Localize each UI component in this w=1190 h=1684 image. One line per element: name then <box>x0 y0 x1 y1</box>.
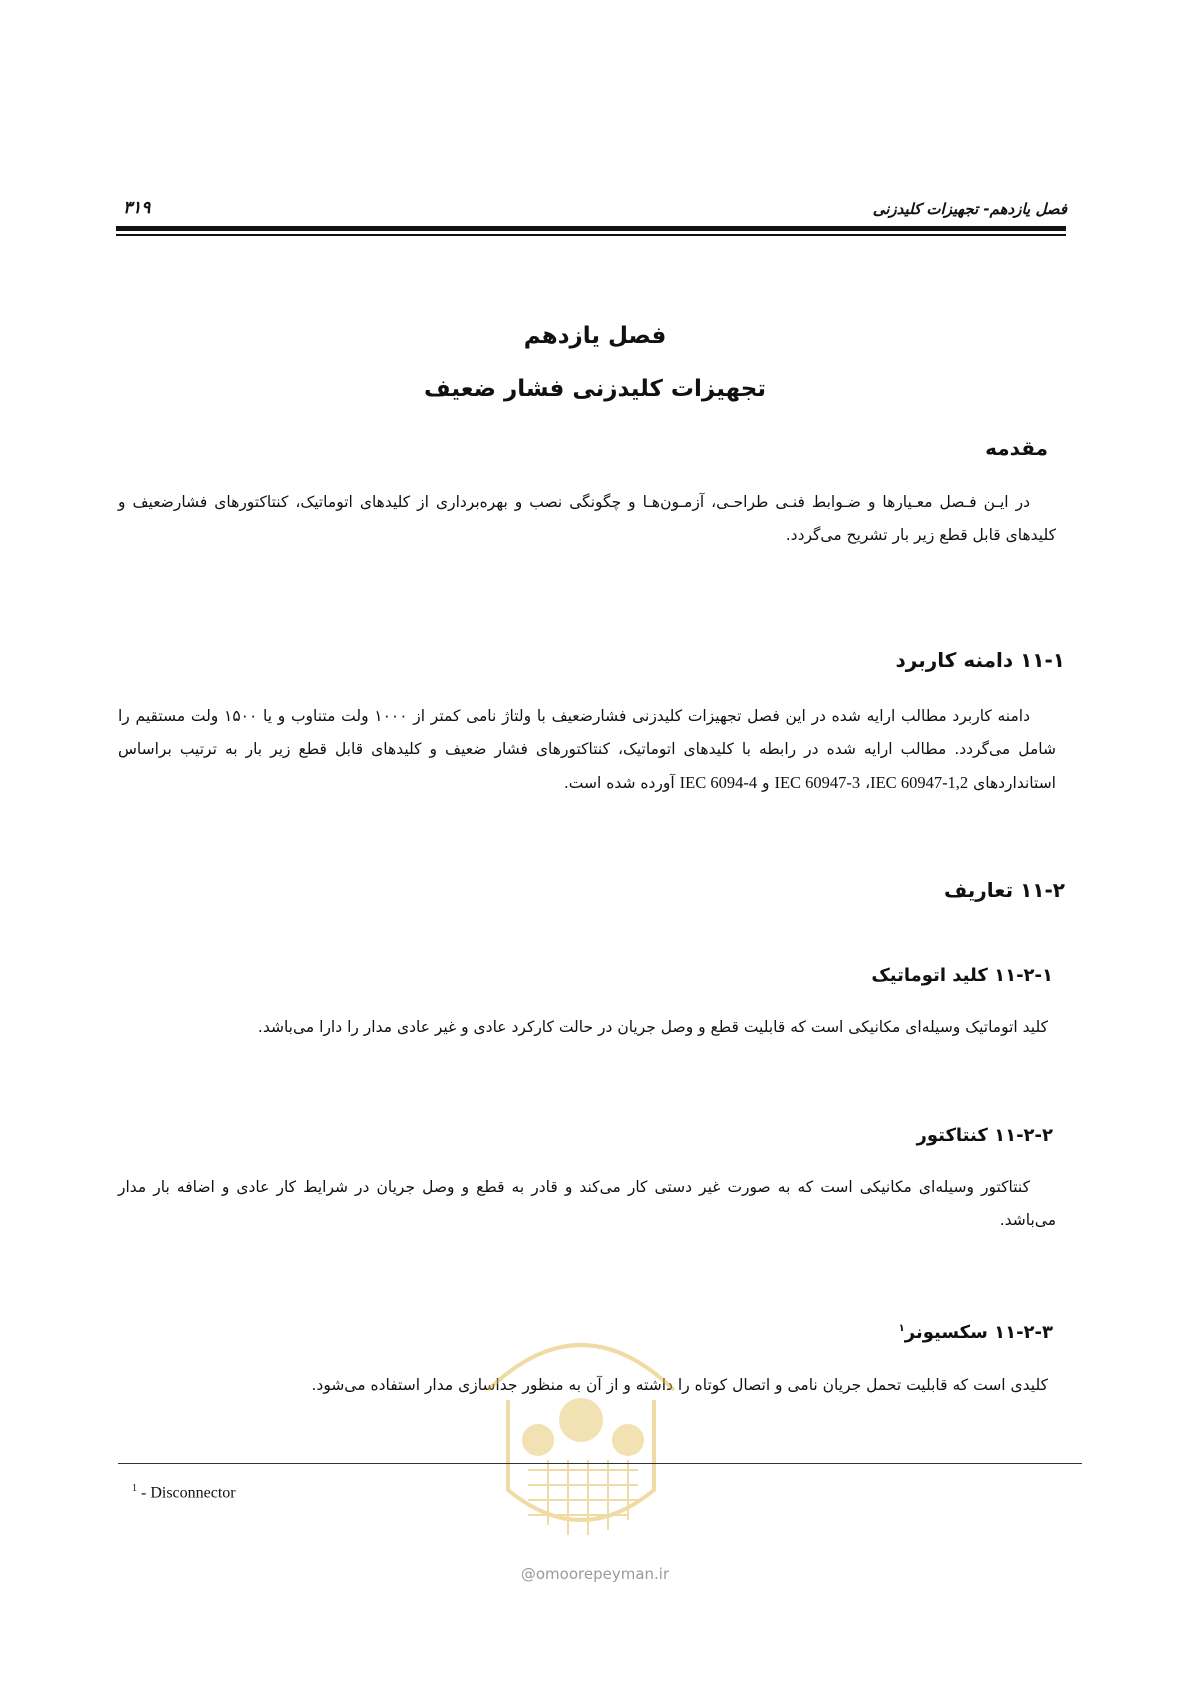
definition-3-heading <box>899 1322 1053 1343</box>
footnote-separator <box>118 1463 1082 1464</box>
separator-comma: ، <box>865 774 871 792</box>
header-rule-thick <box>116 226 1066 231</box>
running-header-chapter: فصل یازدهم- تجهیزات کلیدزنی <box>872 200 1067 218</box>
standard-iec-60947-1-2: IEC 60947-1,2 <box>870 773 969 792</box>
header-rule-thin <box>116 234 1066 236</box>
intro-paragraph <box>118 486 1056 552</box>
watermark-logo <box>478 1320 684 1560</box>
section-1-paragraph <box>118 700 1056 800</box>
section-2-heading: ۱۱-۲ تعاریف <box>943 878 1065 902</box>
standard-iec-60947-3: IEC 60947-3 <box>774 773 861 792</box>
definition-1-text: کلید اتوماتیک وسیله‌ای مکانیکی است که قابلیت قطع و وصل جریان در حالت کارکرد عادی و غیر عادی مدار را دارا می‌باشد. <box>257 1018 1048 1036</box>
section-1-text: دامنه کاربرد مطالب ارایه شده در این فصل تجهیزات کلیدزنی فشارضعیف با ولتاژ نامی کمتر از ۱۰۰۰ ولت متناوب و یا ۱۵۰۰ ولت مستقیم را شامل می‌گردد. مطالب ارایه شده در رابطه با کلیدهای اتوماتیک، کنتاکتورهای فشار ضعیف و کلیدهای قابل قطع زیر بار به ترتیب براساس استانداردهای <box>118 707 1056 792</box>
definition-2-text: کنتاکتور وسیله‌ای مکانیکی است که به صورت غیر دستی کار می‌کند و قادر به قطع و وصل جریان در شرایط کار عادی و اضافه بار مدار می‌باشد. <box>118 1178 1056 1229</box>
definition-1-paragraph <box>148 1011 1048 1044</box>
definition-2-paragraph <box>118 1171 1056 1237</box>
definition-3-heading-text: ۱۱-۲-۳ سکسیونر <box>904 1322 1053 1343</box>
definition-1-heading: ۱۱-۲-۱ کلید اتوماتیک <box>871 965 1053 986</box>
page-number: ۳۱۹ <box>123 198 151 218</box>
separator-and: و <box>762 774 770 792</box>
definition-3-text: کلیدی است که قابلیت تحمل جریان نامی و اتصال کوتاه را داشته و از آن به منظور جداسازی مدار استفاده می‌شود. <box>311 1376 1048 1394</box>
section-1-heading: ۱۱-۱ دامنه کاربرد <box>895 648 1065 672</box>
chapter-subject: تجهیزات کلیدزنی فشار ضعیف <box>423 376 767 402</box>
section-1-text-end: آورده شده است. <box>563 774 675 792</box>
standard-iec-6094-4: IEC 6094-4 <box>679 773 758 792</box>
watermark-site: @omoorepeyman.ir <box>520 1565 670 1583</box>
intro-text: در ایـن فـصل معـیارها و ضـوابط فنـی طراحـی، آزمـون‌هـا و چگونگی نصب و بهره‌برداری از کلیدهای اتوماتیک، کنتاکتورهای فشارضعیف و کلیدهای قابل قطع زیر بار تشریح می‌گردد. <box>118 493 1056 544</box>
footnote <box>132 1483 236 1502</box>
intro-heading: مقدمه <box>985 436 1048 460</box>
footnote-text: - Disconnector <box>137 1484 236 1502</box>
chapter-title: فصل یازدهم <box>523 323 667 349</box>
definition-2-heading: ۱۱-۲-۲ کنتاکتور <box>916 1125 1053 1146</box>
footnote-reference[interactable]: ۱ <box>898 1323 905 1334</box>
footnote-mark: 1 <box>132 1483 137 1494</box>
